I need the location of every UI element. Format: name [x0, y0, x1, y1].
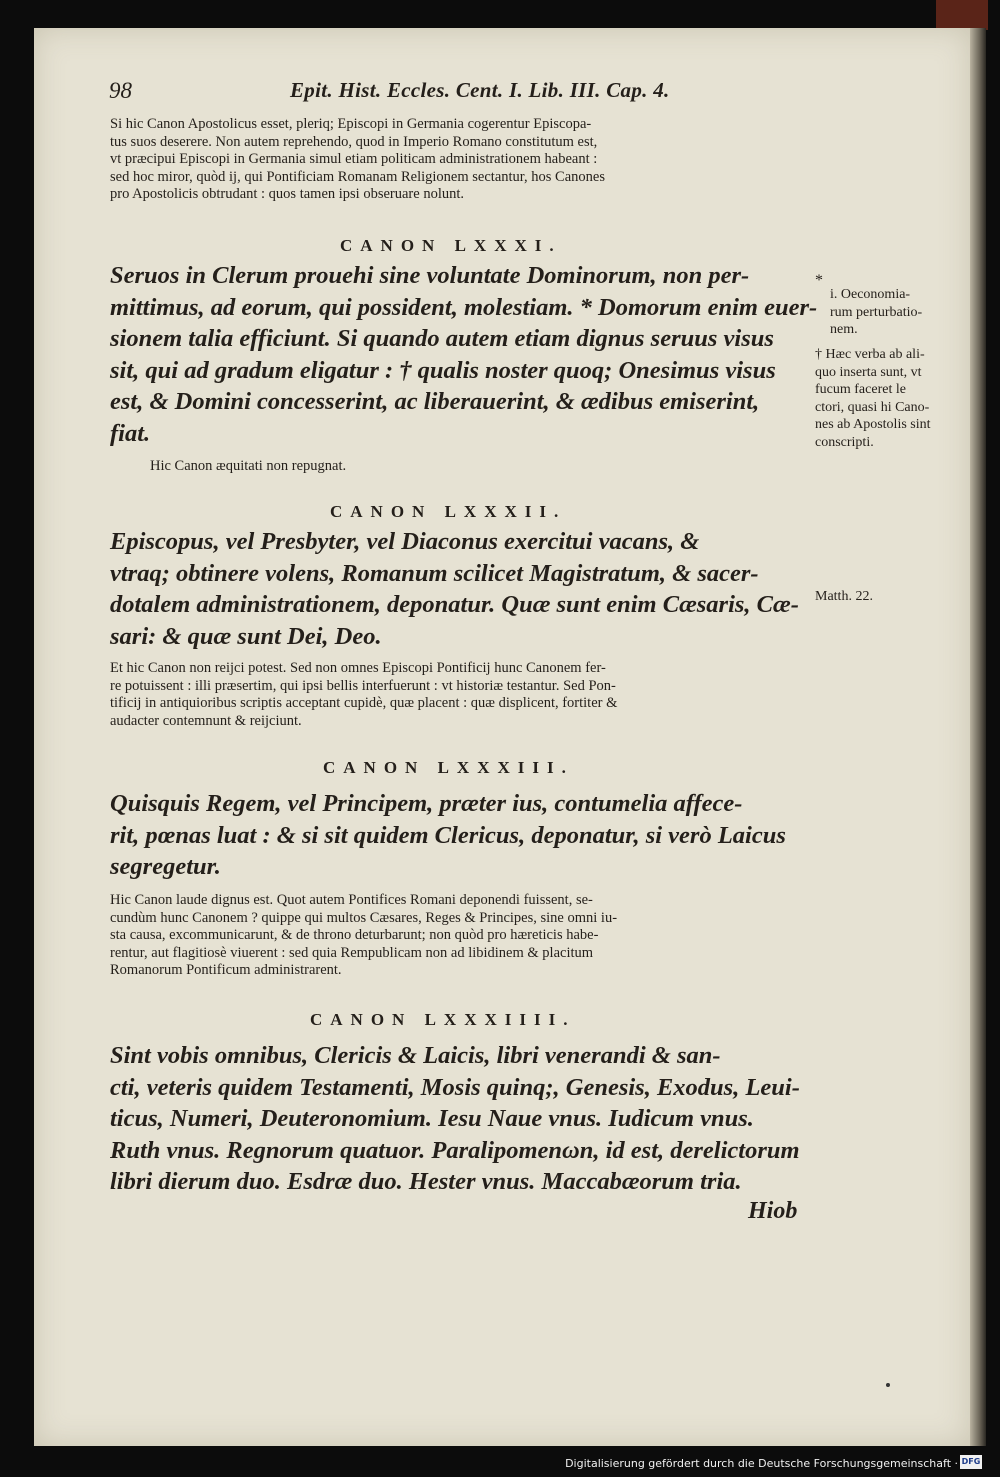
text-line: Seruos in Clerum prouehi sine voluntate Dominorum, non per-: [110, 262, 750, 289]
text-line: vtraq; obtinere volens, Romanum scilicet Magistratum, & sacer-: [110, 559, 759, 587]
ink-speck: [886, 1383, 890, 1387]
text-line: tificij in antiquioribus scriptis acceptant cupidè, quæ placent : quæ displicent, fortiter &: [110, 695, 618, 711]
text-line: sit, qui ad gradum eligatur : † qualis noster quoq; Onesimus visus: [110, 356, 776, 384]
text-line: mittimus, ad eorum, qui possident, molestiam. * Domorum enim euer-: [110, 293, 818, 321]
intro-paragraph: [110, 116, 810, 204]
text-line: sari: & quæ sunt Dei, Deo.: [110, 622, 382, 650]
text-line: Si hic Canon Apostolicus esset, pleriq; Episcopi in Germania cogerentur Episcopa-: [110, 116, 592, 132]
text-line: conscripti.: [815, 434, 874, 450]
text-line: dotalem administrationem, deponatur. Quæ sunt enim Cæsaris, Cæ-: [110, 591, 799, 618]
text-line: libri dierum duo. Esdræ duo. Hester vnus. Maccabæorum tria.: [110, 1168, 742, 1195]
text-line: Sint vobis omnibus, Clericis & Laicis, libri venerandi & san-: [110, 1042, 721, 1069]
canon-heading: CANON LXXXI.: [340, 236, 562, 255]
text-line: Hic Canon æquitati non repugnat.: [150, 458, 347, 474]
text-line: † Hæc verba ab ali-: [815, 347, 925, 362]
text-line: Ruth vnus. Regnorum quatuor. Paralipomenωn, id est, derelictorum: [110, 1136, 800, 1164]
margin-note-matthew: Matth. 22.: [815, 589, 873, 604]
text-line: sed hoc miror, quòd ij, qui Pontificiam Romanam Religionem sectantur, hos Canones: [110, 168, 605, 185]
canon-comment: [110, 660, 810, 730]
canon-comment: [150, 458, 850, 476]
text-line: rentur, aut flagitiosè viuerent : sed quia Rempublicam non ad libidinem & placitum: [110, 944, 594, 961]
canon-heading: CANON LXXXII.: [330, 502, 567, 521]
text-line: pro Apostolicis obtrudant : quos tamen ipsi obseruare nolunt.: [110, 186, 464, 202]
text-line: sionem talia efficiunt. Si quando autem etiam dignus seruus visus: [110, 325, 774, 352]
text-line: segregetur.: [110, 853, 221, 880]
canon-text: [110, 1040, 810, 1198]
text-line: quo inserta sunt, vt: [815, 364, 922, 380]
text-line: re potuissent : illi præsertim, qui ipsi bellis interfuerunt : vt historiæ testantur. Sed Pon-: [110, 677, 616, 694]
text-line: sta causa, excommunicarunt, & de throno deturbarunt; non quòd pro hæreticis habe-: [110, 927, 599, 943]
running-head: Epit. Hist. Eccles. Cent. I. Lib. III. Cap. 4.: [290, 78, 670, 102]
text-line: fucum faceret le: [815, 382, 906, 397]
digitization-credit: Digitalisierung gefördert durch die Deutsche Forschungsgemeinschaft ·: [565, 1457, 958, 1470]
text-line: rum perturbatio-: [830, 304, 923, 320]
bookmark-tab: [936, 0, 988, 30]
canon-heading: CANON LXXXIII.: [323, 758, 574, 777]
dfg-logo-icon: DFG: [960, 1455, 982, 1469]
catchword: Hiob: [748, 1198, 798, 1224]
text-line: rit, pœnas luat : & si sit quidem Clericus, deponatur, si verò Laicus: [110, 821, 786, 849]
margin-note-oeconomia: [830, 286, 922, 339]
page-edge: [970, 28, 986, 1446]
footnote-star-marker: *: [815, 272, 823, 289]
canon-text: [110, 526, 810, 652]
text-line: Episcopus, vel Presbyter, vel Diaconus exercitui vacans, &: [110, 528, 700, 555]
text-line: tus suos deserere. Non autem reprehendo, quod in Imperio Romano constitutum est,: [110, 133, 598, 150]
text-line: cti, veteris quidem Testamenti, Mosis quinq;, Genesis, Exodus, Leui-: [110, 1073, 800, 1101]
text-line: i. Oeconomia-: [830, 287, 911, 302]
margin-note-inserta: [815, 346, 931, 451]
text-line: cundùm hunc Canonem ? quippe qui multos Cæsares, Reges & Principes, sine omni iu-: [110, 909, 618, 926]
text-line: vt præcipui Episcopi in Germania simul etiam politicam administrationem habeant :: [110, 151, 598, 167]
text-line: est, & Domini concesserint, ac liberauerint, & ædibus emiserint,: [110, 388, 760, 415]
canon-comment: [110, 892, 810, 980]
text-line: nem.: [830, 322, 858, 337]
text-line: Hic Canon laude dignus est. Quot autem Pontifices Romani deponendi fuissent, se-: [110, 892, 593, 908]
text-line: nes ab Apostolis sint: [815, 417, 931, 432]
canon-text: [110, 260, 818, 449]
text-line: audacter contemnunt & reijciunt.: [110, 712, 302, 729]
canon-text: [110, 788, 810, 883]
page-number: 98: [109, 78, 132, 103]
text-line: fiat.: [110, 419, 151, 447]
canon-heading: CANON LXXXIIII.: [310, 1010, 576, 1029]
text-line: Quisquis Regem, vel Principem, præter ius, contumelia affece-: [110, 790, 743, 817]
text-line: ctori, quasi hi Cano-: [815, 399, 930, 415]
text-line: Et hic Canon non reijci potest. Sed non omnes Episcopi Pontificij hunc Canonem fer-: [110, 660, 606, 676]
text-line: Romanorum Pontificum administrarent.: [110, 962, 342, 978]
text-line: ticus, Numeri, Deuteronomium. Iesu Naue vnus. Iudicum vnus.: [110, 1105, 754, 1132]
